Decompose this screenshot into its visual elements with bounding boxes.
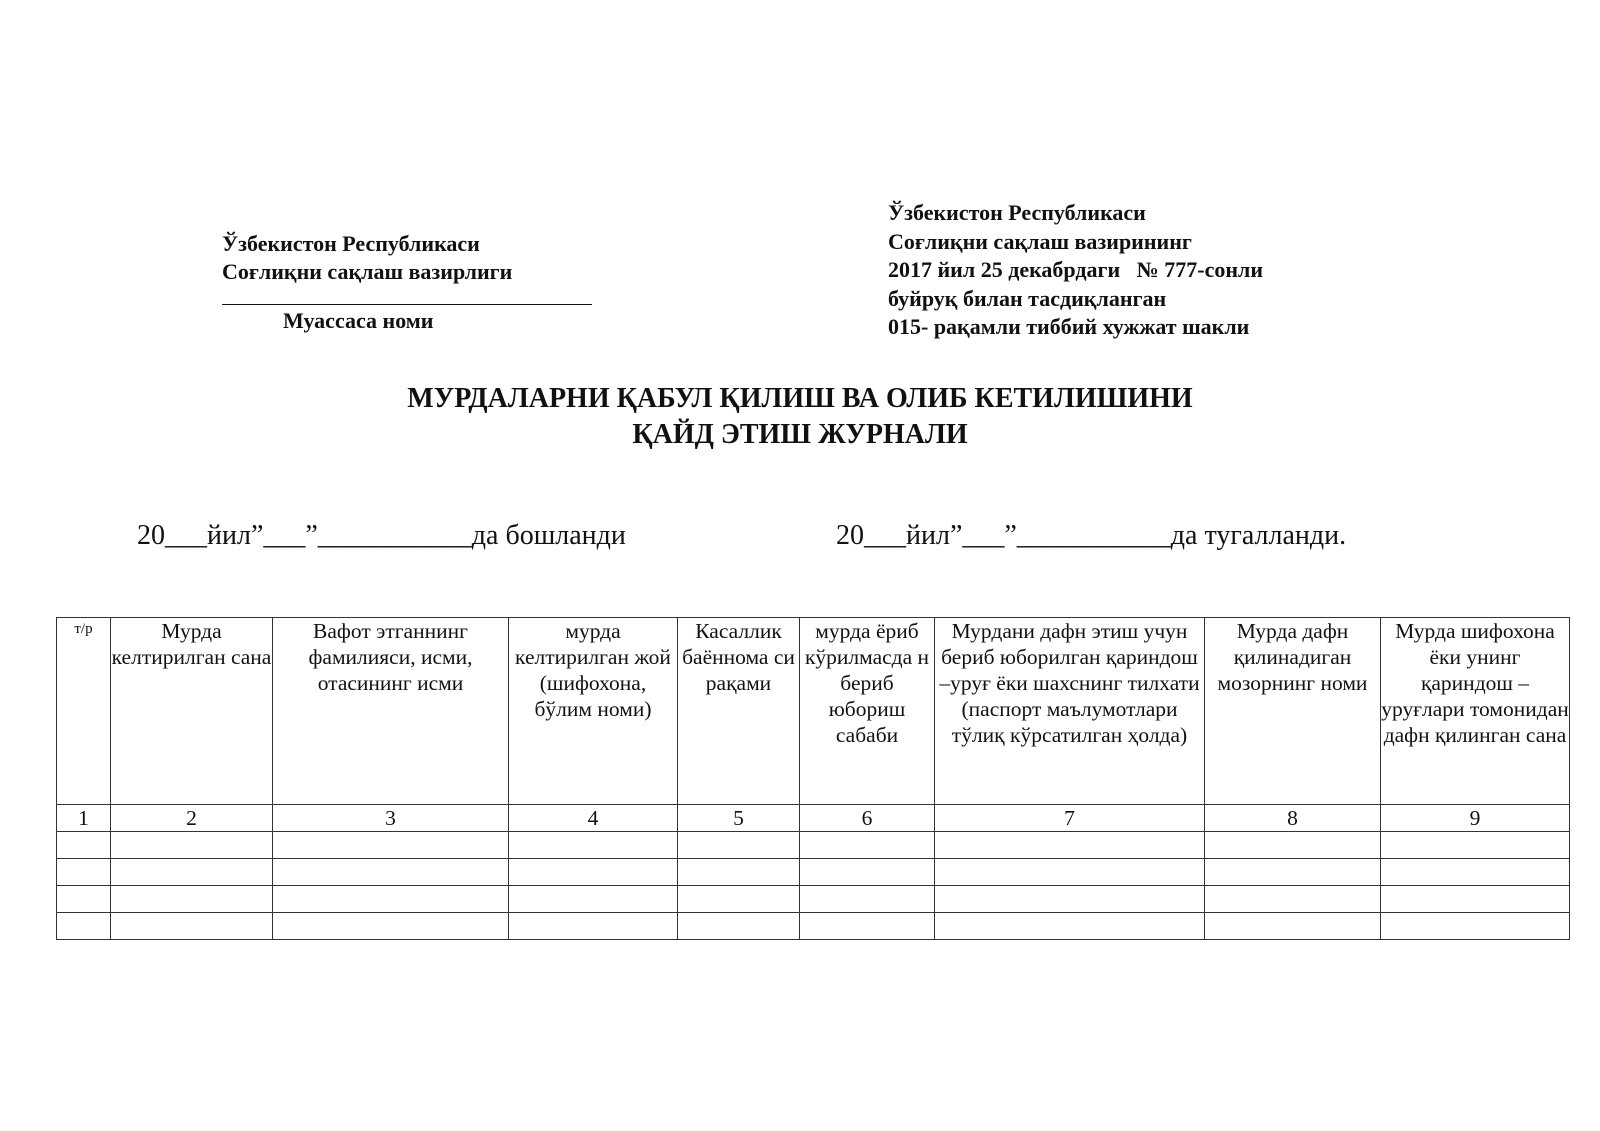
column-number: 2 xyxy=(111,805,273,832)
document-title xyxy=(0,381,1600,453)
table-cell[interactable] xyxy=(1205,832,1381,859)
table-cell[interactable] xyxy=(1205,886,1381,913)
header-relative-receipt: Мурдани дафн этиш учун бериб юборилган қариндош –уруғ ёки шахснинг тилхати (паспорт маълумотлари тўлиқ кўрсатилган ҳолда) xyxy=(935,618,1205,805)
approval-line-1: Ўзбекистон Республикаси xyxy=(888,200,1146,225)
table-cell[interactable] xyxy=(273,832,509,859)
table-cell[interactable] xyxy=(273,886,509,913)
table-cell[interactable] xyxy=(1381,859,1570,886)
approval-line-2: Соғлиқни сақлаш вазирининг xyxy=(888,228,1192,254)
column-number: 8 xyxy=(1205,805,1381,832)
end-date-field[interactable]: 20___йил”___”___________да тугалланди. xyxy=(836,520,1347,551)
column-number: 5 xyxy=(678,805,800,832)
table-cell[interactable] xyxy=(800,832,935,859)
approval-line-4: буйруқ билан тасдиқланган xyxy=(888,285,1167,311)
journal-table xyxy=(56,617,1570,940)
column-number: 9 xyxy=(1381,805,1570,832)
column-number: 6 xyxy=(800,805,935,832)
table-row xyxy=(57,886,1570,913)
table-cell[interactable] xyxy=(1205,859,1381,886)
header-cemetery-name: Мурда дафн қилинадиган мозорнинг номи xyxy=(1205,618,1381,805)
approval-line-5: 015- рақамли тиббий хужжат шакли xyxy=(888,314,1250,339)
header-origin-place: мурда келтирилган жой (шифохона, бўлим номи) xyxy=(509,618,678,805)
table-cell[interactable] xyxy=(509,886,678,913)
table-cell[interactable] xyxy=(935,913,1205,940)
title-line-1: МУРДАЛАРНИ ҚАБУЛ ҚИЛИШ ВА ОЛИБ КЕТИЛИШИНИ xyxy=(407,383,1193,414)
header-row-number: т/р xyxy=(57,618,111,805)
header-no-autopsy-reason: мурда ёриб кўрилмасда н бериб юбориш сабаби xyxy=(800,618,935,805)
table-cell[interactable] xyxy=(111,859,273,886)
table-cell[interactable] xyxy=(678,886,800,913)
table-cell[interactable] xyxy=(111,832,273,859)
institution-name-field[interactable] xyxy=(222,290,592,305)
ministry-name: Соғлиқни сақлаш вазирлиги xyxy=(222,259,513,284)
table-row xyxy=(57,832,1570,859)
start-date-field[interactable]: 20___йил”___”___________да бошланди xyxy=(137,520,626,551)
table-cell[interactable] xyxy=(111,913,273,940)
approval-header xyxy=(888,199,1263,342)
column-number: 4 xyxy=(509,805,678,832)
table-cell[interactable] xyxy=(678,859,800,886)
table-cell[interactable] xyxy=(678,913,800,940)
table-row xyxy=(57,859,1570,886)
table-cell[interactable] xyxy=(509,913,678,940)
table-cell[interactable] xyxy=(935,859,1205,886)
table-cell[interactable] xyxy=(509,832,678,859)
table-cell[interactable] xyxy=(678,832,800,859)
table-cell[interactable] xyxy=(935,832,1205,859)
title-line-2: ҚАЙД ЭТИШ ЖУРНАЛИ xyxy=(632,419,968,450)
table-cell[interactable] xyxy=(111,886,273,913)
table-cell[interactable] xyxy=(273,913,509,940)
table-cell[interactable] xyxy=(57,859,111,886)
column-number: 1 xyxy=(57,805,111,832)
table-cell[interactable] xyxy=(57,913,111,940)
table-cell[interactable] xyxy=(935,886,1205,913)
table-cell[interactable] xyxy=(57,832,111,859)
table-cell[interactable] xyxy=(1381,886,1570,913)
table-cell[interactable] xyxy=(1381,913,1570,940)
header-burial-date: Мурда шифохона ёки унинг қариндош –уруғлари томонидан дафн қилинган сана xyxy=(1381,618,1570,805)
header-case-record-number: Касаллик баённома си рақами xyxy=(678,618,800,805)
table-cell[interactable] xyxy=(273,859,509,886)
table-cell[interactable] xyxy=(800,913,935,940)
ministry-country: Ўзбекистон Республикаси xyxy=(222,231,480,256)
column-number: 3 xyxy=(273,805,509,832)
table-cell[interactable] xyxy=(509,859,678,886)
table-cell[interactable] xyxy=(1381,832,1570,859)
institution-name-label: Муассаса номи xyxy=(283,308,434,333)
ministry-header xyxy=(222,230,592,335)
table-cell[interactable] xyxy=(1205,913,1381,940)
table-cell[interactable] xyxy=(800,859,935,886)
approval-line-3: 2017 йил 25 декабрдаги № 777-сонли xyxy=(888,257,1264,282)
column-number: 7 xyxy=(935,805,1205,832)
header-arrival-date: Мурда келтирилган сана xyxy=(111,618,273,805)
column-number-row xyxy=(57,805,1570,832)
table-cell[interactable] xyxy=(800,886,935,913)
table-cell[interactable] xyxy=(57,886,111,913)
header-row xyxy=(57,618,1570,805)
header-deceased-name: Вафот этганнинг фамилияси, исми, отасининг исми xyxy=(273,618,509,805)
table-row xyxy=(57,913,1570,940)
